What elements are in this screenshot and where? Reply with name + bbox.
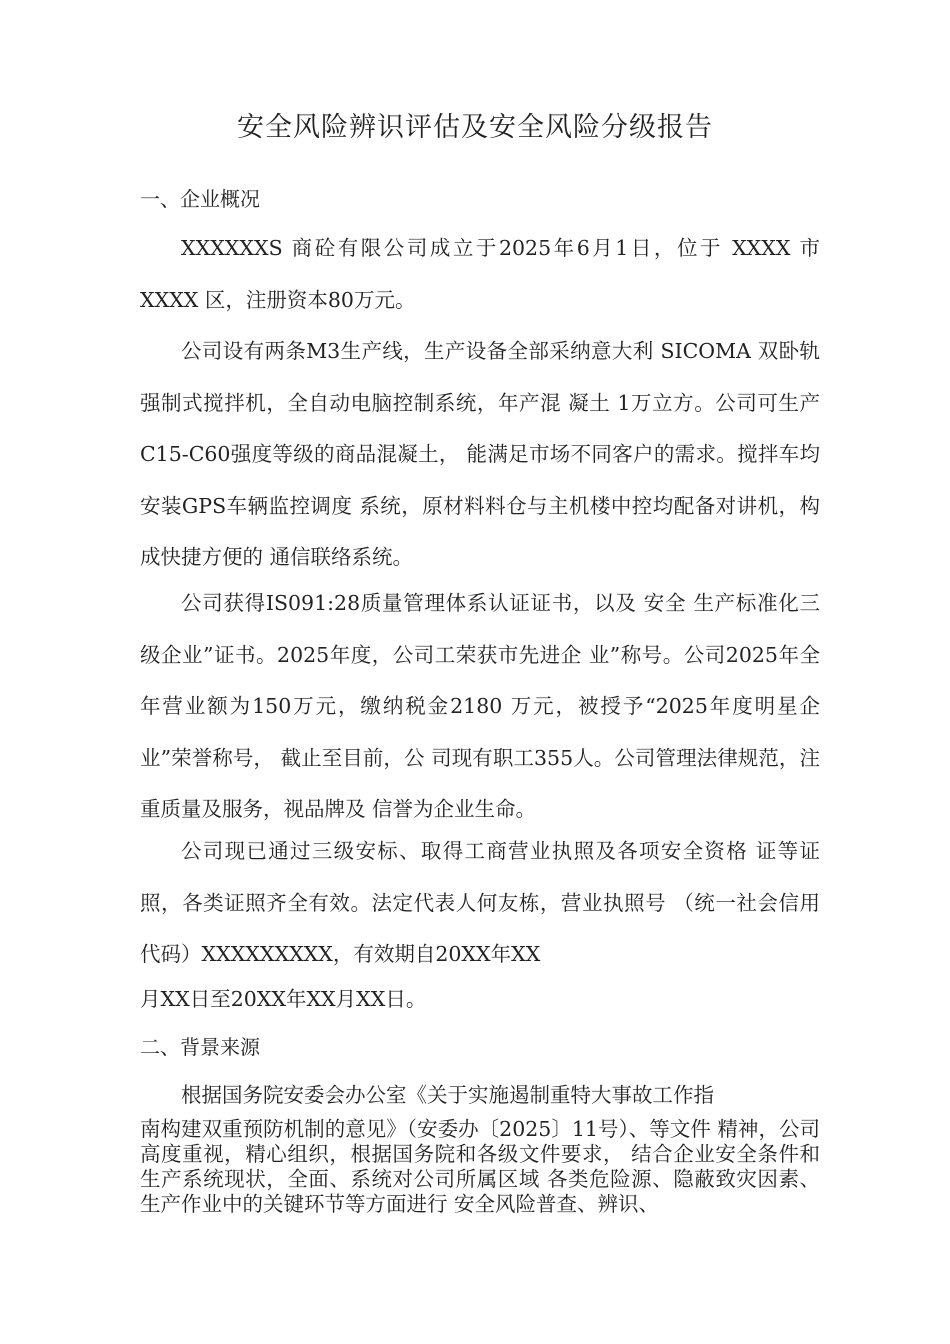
paragraph-production-lines: 公司设有两条M3生产线，生产设备全部采纳意大利 SICOMA 双卧轨强制式搅拌机，全自动电脑控制系统，年产混 凝土 1万立方。公司可生产C15-C60强度等级的商品混凝土， 能满足市场不同客户的需求。搅拌车均安装GPS车辆监控调度 系统，原材料料仓与主机楼中控均配备对讲机，构成快捷方便的 通信联络系统。 <box>140 339 820 569</box>
section-heading-overview: 一、企业概况 <box>140 187 260 211</box>
paragraph-licenses: 公司现已通过三级安标、取得工商营业执照及各项安全资格 证等证照，各类证照齐全有效。法定代表人何友栋，营业执照号 （统一社会信用代码）XXXXXXXXX，有效期自20XX年XX <box>140 839 820 966</box>
document-title: 安全风险辨识评估及安全风险分级报告 <box>237 112 713 143</box>
paragraph-validity-period: 月XX日至20XX年XX月XX日。 <box>140 987 427 1011</box>
section-heading-background: 二、背景来源 <box>140 1035 260 1059</box>
paragraph-company-founding: XXXXXXS 商砼有限公司成立于2025年6月1日，位于 XXXX 市XXXX 区，注册资本80万元。 <box>140 236 820 312</box>
paragraph-certifications: 公司获得IS091:28质量管理体系认证证书，以及 安全 生产标准化三级企业”证书。2025年度，公司工荣获市先进企 业”称号。公司2025年全年营业额为150万元，缴纳税金2180 万元，被授予“2025年度明星企业”荣誉称号， 截止至目前，公 司现有职工355人。公司管理法律规范，注重质量及服务，视品牌及 信誉为企业生命。 <box>140 591 820 821</box>
paragraph-background-intro: 根据国务院安委会办公室《关于实施遏制重特大事故工作指 <box>181 1083 714 1107</box>
paragraph-background-detail: 南构建双重预防机制的意见》（安委办〔2025〕11号）、等文件 精神，公司高度重视，精心组织，根据国务院和各级文件要求， 结合企业安全条件和生产系统现状，全面、系统对公司所属区域 各类危险源、隐蔽致灾因素、生产作业中的关键环节等方面进行 安全风险普查、辨识、 <box>140 1117 820 1216</box>
